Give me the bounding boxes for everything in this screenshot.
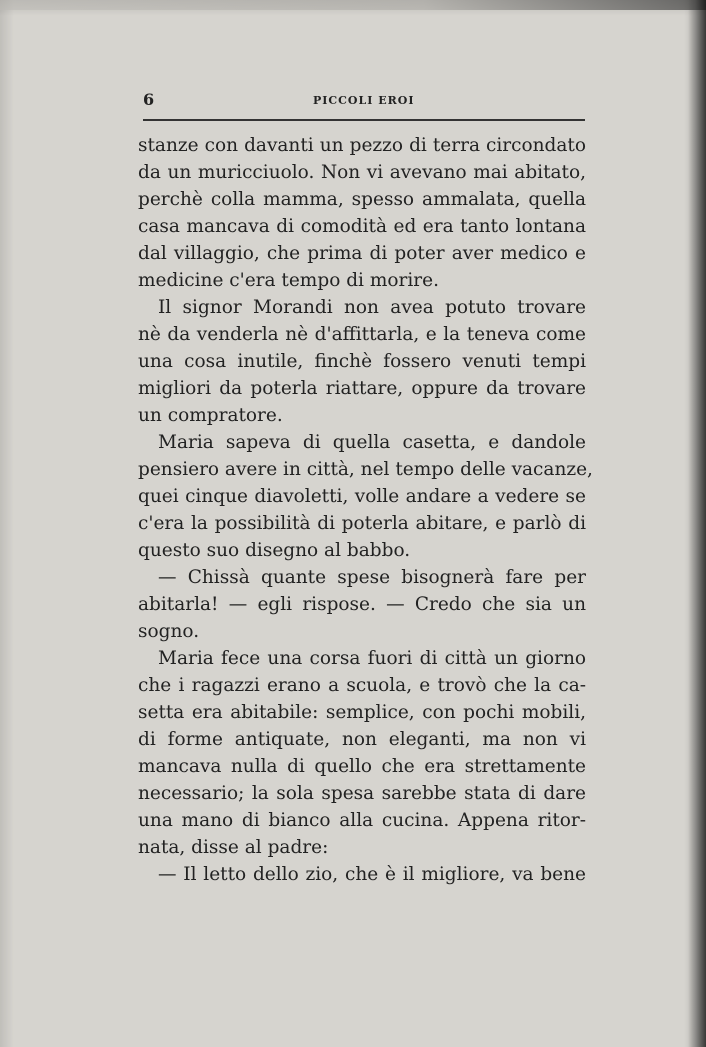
- text-line: migliori da poterla riattare, oppure da trovare: [138, 378, 586, 399]
- text-line: che i ragazzi erano a scuola, e trovò che la ca-: [138, 675, 586, 696]
- text-line: sogno.: [138, 621, 200, 642]
- text-line: di forme antiquate, non eleganti, ma non vi: [138, 729, 586, 750]
- text-line: — Chissà quante spese bisognerà fare per: [158, 567, 586, 588]
- text-line: Maria fece una corsa fuori di città un giorno: [158, 648, 586, 669]
- running-title: PICCOLI EROI: [313, 94, 415, 107]
- text-line: casa mancava di comodità ed era tanto lontana: [138, 216, 586, 237]
- header-rule: [143, 119, 585, 121]
- text-line: dal villaggio, che prima di poter aver medico e: [138, 243, 586, 264]
- text-line: medicine c'era tempo di morire.: [138, 270, 439, 291]
- text-line: nata, disse al padre:: [138, 837, 329, 858]
- text-line: necessario; la sola spesa sarebbe stata di dare: [138, 783, 586, 804]
- text-line: setta era abitabile: semplice, con pochi mobili,: [138, 702, 586, 723]
- text-line: abitarla! — egli rispose. — Credo che sia un: [138, 594, 586, 615]
- text-line: — Il letto dello zio, che è il migliore, va bene: [158, 864, 586, 885]
- text-line: una cosa inutile, finchè fossero venuti tempi: [138, 351, 586, 372]
- text-line: Il signor Morandi non avea potuto trovare: [158, 297, 586, 318]
- text-line: Maria sapeva di quella casetta, e dandole: [158, 432, 586, 453]
- text-line: questo suo disegno al babbo.: [138, 540, 411, 561]
- text-line: perchè colla mamma, spesso ammalata, quella: [138, 189, 586, 210]
- page-number: 6: [143, 90, 155, 109]
- text-line: quei cinque diavoletti, volle andare a vedere se: [138, 486, 586, 507]
- page-header: [143, 90, 583, 114]
- page-top-edge: [0, 0, 706, 10]
- body-text: [138, 132, 593, 888]
- text-line: una mano di bianco alla cucina. Appena ritor-: [138, 810, 586, 831]
- text-line: stanze con davanti un pezzo di terra circondato: [138, 135, 586, 156]
- page-binding-shadow: [688, 0, 706, 1047]
- text-line: nè da venderla nè d'affittarla, e la teneva come: [138, 324, 586, 345]
- text-line: mancava nulla di quello che era strettamente: [138, 756, 586, 777]
- text-line: pensiero avere in città, nel tempo delle vacanze,: [138, 459, 593, 480]
- text-line: un compratore.: [138, 405, 283, 426]
- text-line: c'era la possibilità di poterla abitare, e parlò di: [138, 513, 586, 534]
- text-line: da un muricciuolo. Non vi avevano mai abitato,: [138, 162, 586, 183]
